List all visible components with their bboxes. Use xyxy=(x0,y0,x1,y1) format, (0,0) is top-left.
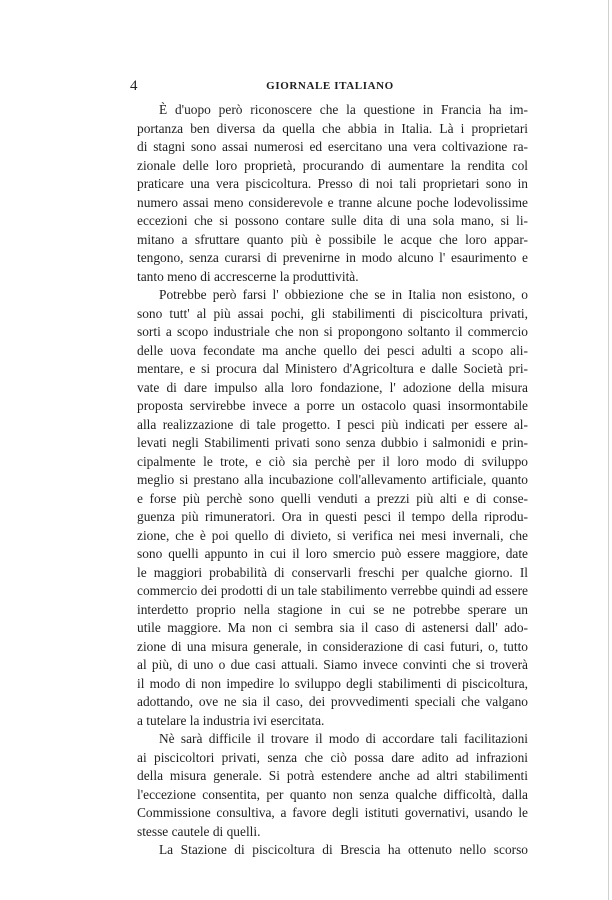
text-line: della misura generale. Si potrà estendere anche ad altri stabilimenti xyxy=(137,768,528,783)
text-line: l'eccezione consentita, per quanto non senza qualche difficoltà, dalla xyxy=(137,786,528,802)
text-line: La Stazione di piscicoltura di Brescia ha ottenuto nello scorso xyxy=(159,842,528,857)
text-line: mitano a sfruttare quanto più è possibile le acque che loro appar- xyxy=(137,231,528,247)
text-line: ai piscicoltori privati, senza che ciò possa dare adito ad infrazioni xyxy=(137,749,528,765)
journal-title: GIORNALE ITALIANO xyxy=(266,80,394,92)
text-line: portanza ben diversa da quella che abbia in Italia. Là i proprietari xyxy=(137,120,528,136)
text-line: zione, che è poi quello di divieto, si verifica nei mesi invernali, che xyxy=(137,527,528,543)
text-line: levati negli Stabilimenti privati sono senza dubbio i salmonidi e prin- xyxy=(137,435,528,450)
text-line: interdetto proprio nella stagione in cui se ne potrebbe sperare un xyxy=(137,601,528,617)
text-line: tanto meno di accrescerne la produttività. xyxy=(137,268,359,284)
text-line: zionale delle loro proprietà, procurando di aumentare la rendita col xyxy=(137,157,528,173)
paragraph xyxy=(137,730,528,841)
text-line: al più, di uno o due casi attuali. Siamo invece convinti che si troverà xyxy=(137,657,528,672)
paragraph xyxy=(137,286,528,730)
running-head xyxy=(130,78,530,96)
text-line: Commissione consultiva, a favore degli istituti governativi, usando le xyxy=(137,805,528,820)
paragraph xyxy=(137,841,528,860)
paragraph xyxy=(137,101,528,286)
text-line: tengono, senza curarsi di prevenirne in modo alcuno l' esaurimento e xyxy=(137,250,528,265)
text-line: proposta servirebbe invece a porre un ostacolo quasi insormontabile xyxy=(137,398,528,413)
text-line: È d'uopo però riconoscere che la questione in Francia ha im- xyxy=(159,102,528,117)
text-line: il modo di non impedire lo sviluppo degli stabilimenti di piscicoltura, xyxy=(137,675,528,691)
text-line: delle uova fecondate ma anche quello dei pesci adulti a scopo ali- xyxy=(137,342,528,358)
text-line: zione di una misura generale, in considerazione di casi futuri, o, tutto xyxy=(137,638,528,654)
text-line: eccezioni che si possono contare sulle dita di una sola mano, si li- xyxy=(137,213,528,228)
text-line: cipalmente le trote, e ciò sia perchè per il loro modo di sviluppo xyxy=(137,453,528,469)
text-line: le maggiori probabilità di conservarli freschi per qualche giorno. Il xyxy=(137,564,528,580)
text-line: guenza più rimuneratori. Ora in questi pesci il tempo della riprodu- xyxy=(137,509,528,524)
text-line: praticare una vera piscicoltura. Presso di noi tali proprietari sono in xyxy=(137,176,528,191)
text-line: sono quelli appunto in cui il loro smercio può essere maggiore, date xyxy=(137,546,528,561)
text-line: commercio dei prodotti di un tale stabilimento verrebbe quindi ad essere xyxy=(137,583,528,598)
page-edge xyxy=(608,0,609,900)
text-line: mentare, e si procura dal Ministero d'Agricoltura e dalle Società pri- xyxy=(137,361,528,376)
text-line: stesse cautele di quelli. xyxy=(137,823,261,839)
text-line: alla realizzazione di tale progetto. I pesci più indicati per essere al- xyxy=(137,416,528,432)
text-line: sono tutt' al più assai pochi, gli stabilimenti di piscicoltura privati, xyxy=(137,305,528,321)
text-line: di stagni sono assai numerosi ed esercitano una vera coltivazione ra- xyxy=(137,139,528,154)
text-line: a tutelare la industria ivi esercitata. xyxy=(137,712,325,728)
body-text xyxy=(137,101,528,860)
text-line: numero assai meno considerevole e tranne alcune poche lodevolissime xyxy=(137,194,528,210)
text-line: vate di dare impulso alla loro fondazione, l' adozione della misura xyxy=(137,379,528,395)
text-line: utile maggiore. Ma non ci sembra sia il caso di astenersi dall' ado- xyxy=(137,620,528,635)
page-number: 4 xyxy=(130,78,138,94)
text-line: e forse più perchè sono quelli venduti a prezzi più alti e di conse- xyxy=(137,490,528,506)
text-line: Potrebbe però farsi l' obbiezione che se in Italia non esistono, o xyxy=(159,287,528,302)
text-line: adottando, ove ne sia il caso, dei provvedimenti speciali che valgano xyxy=(137,694,528,709)
text-line: meglio si prestano alla incubazione coll'allevamento artificiale, quanto xyxy=(137,472,528,487)
text-line: Nè sarà difficile il trovare il modo di accordare tali facilitazioni xyxy=(159,731,528,746)
text-line: sorti a scopo industriale che non si propongono soltanto il commercio xyxy=(137,324,528,339)
